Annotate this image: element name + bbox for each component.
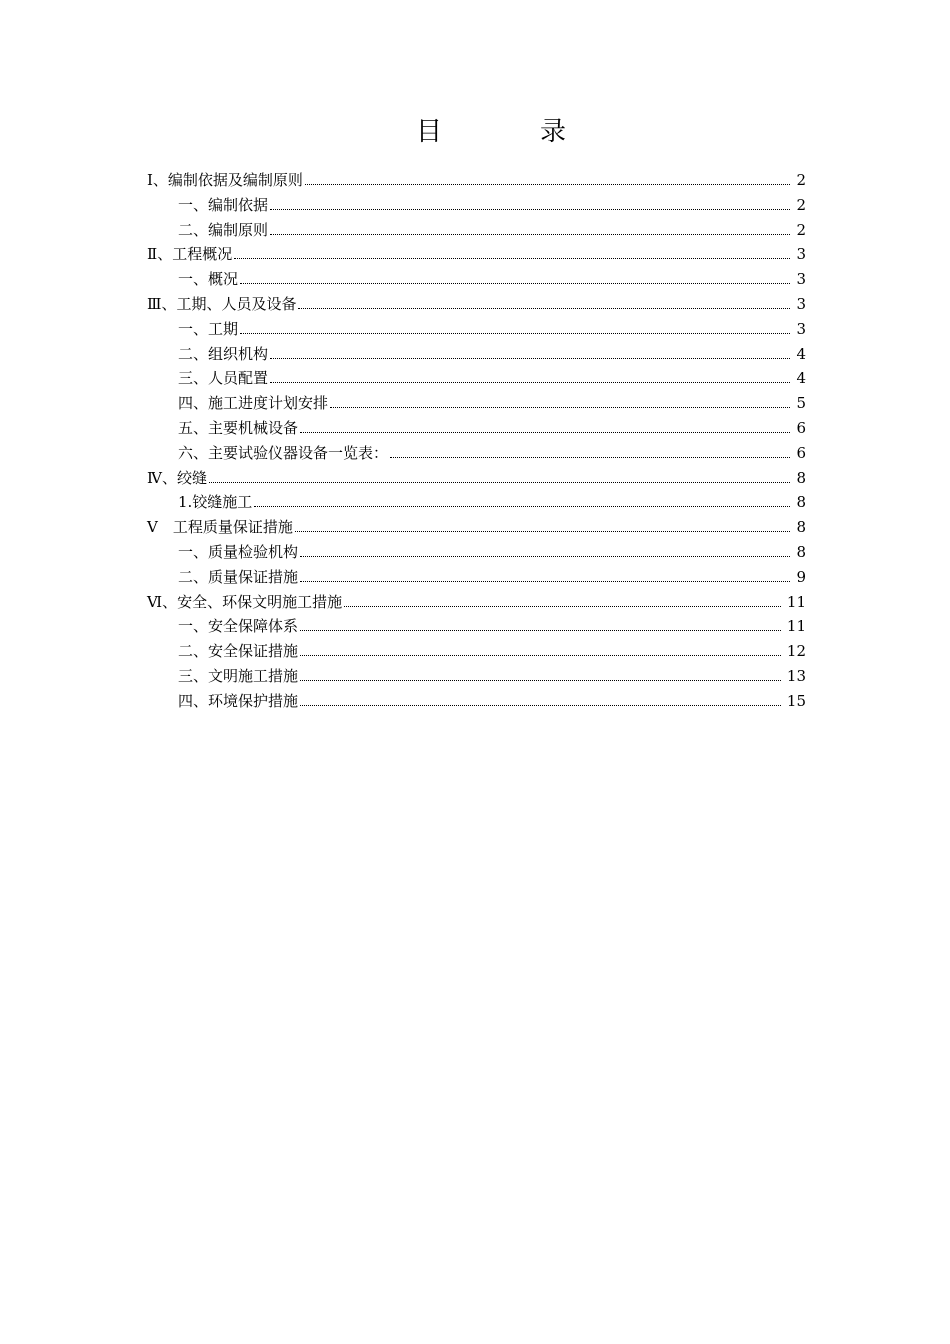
toc-entry-page-number: 2 — [796, 171, 806, 189]
toc-entry-page-number: 9 — [796, 567, 806, 586]
toc-entry-label: Ⅰ、编制依据及编制原则 — [147, 171, 303, 189]
toc-entry-page-number: 8 — [796, 493, 806, 512]
toc-entry-label: 一、概况 — [178, 270, 239, 289]
toc-entry[interactable] — [178, 340, 806, 364]
toc-entry-page-number: 6 — [796, 419, 806, 437]
toc-entry-page-number: 12 — [786, 642, 806, 661]
toc-entry[interactable] — [147, 513, 806, 537]
toc-entry-label: Ⅳ、绞缝 — [147, 468, 207, 487]
toc-dot-leader — [300, 705, 781, 706]
toc-entry[interactable] — [178, 265, 806, 289]
toc-dot-leader — [209, 482, 790, 483]
toc-dot-leader — [300, 581, 790, 582]
toc-entry[interactable] — [178, 414, 806, 438]
toc-entry-label: Ⅲ、工期、人员及设备 — [147, 295, 297, 313]
toc-dot-leader — [344, 606, 781, 607]
toc-entry-label: 一、安全保障体系 — [178, 617, 299, 636]
toc-entry[interactable] — [178, 364, 806, 388]
toc-entry[interactable] — [147, 290, 806, 314]
toc-entry[interactable] — [178, 637, 806, 661]
toc-entry-label: 二、组织机构 — [178, 344, 269, 363]
toc-entry[interactable] — [178, 488, 806, 512]
toc-dot-leader — [300, 680, 781, 681]
toc-dot-leader — [270, 234, 790, 235]
toc-entry-label: 三、文明施工措施 — [178, 667, 299, 685]
toc-entry-page-number: 4 — [796, 344, 806, 363]
toc-dot-leader — [300, 556, 790, 557]
toc-entry-label: Ⅴ 工程质量保证措施 — [147, 518, 293, 537]
toc-entry-label: 三、人员配置 — [178, 369, 269, 388]
toc-entry-label: 二、安全保证措施 — [178, 642, 299, 661]
toc-title: 目 录 — [415, 117, 602, 147]
toc-entry-label: 二、编制原则 — [178, 220, 269, 239]
toc-entry-page-number: 2 — [796, 220, 806, 239]
toc-dot-leader — [270, 209, 790, 210]
toc-entry-label: 二、质量保证措施 — [178, 567, 299, 586]
toc-entry-label: 四、施工进度计划安排 — [178, 394, 329, 413]
toc-dot-leader — [300, 432, 790, 433]
toc-entry-page-number: 11 — [786, 617, 806, 636]
toc-entry[interactable] — [178, 191, 806, 215]
toc-entry[interactable] — [178, 538, 806, 562]
toc-entry-page-number: 3 — [796, 245, 806, 264]
toc-dot-leader — [240, 283, 790, 284]
toc-entry-page-number: 5 — [796, 394, 806, 413]
toc-entry[interactable] — [147, 588, 806, 612]
toc-dot-leader — [270, 358, 790, 359]
toc-entry-page-number: 3 — [796, 270, 806, 289]
toc-entry-label: 四、环境保护措施 — [178, 691, 299, 710]
toc-entry-label: 六、主要试验仪器设备一览表： — [178, 443, 389, 462]
toc-entry[interactable] — [178, 439, 806, 463]
toc-entry-label: Ⅵ、安全、环保文明施工措施 — [147, 592, 343, 611]
toc-entry[interactable] — [147, 464, 806, 488]
toc-entry-page-number: 11 — [786, 592, 806, 611]
toc-dot-leader — [330, 407, 790, 408]
toc-dot-leader — [240, 333, 790, 334]
toc-entry[interactable] — [178, 662, 806, 686]
toc-entry[interactable] — [178, 687, 806, 711]
toc-entry[interactable] — [147, 240, 806, 264]
toc-entry-label: 一、工期 — [178, 319, 239, 338]
toc-entry-label: 一、质量检验机构 — [178, 543, 299, 561]
toc-entry-page-number: 6 — [796, 443, 806, 462]
toc-entry-page-number: 15 — [786, 691, 806, 710]
toc-dot-leader — [270, 382, 790, 383]
toc-entry-label: 五、主要机械设备 — [178, 419, 299, 437]
toc-entry[interactable] — [178, 216, 806, 240]
toc-entry-label: 1.铰缝施工 — [178, 493, 253, 512]
toc-entry-page-number: 4 — [796, 369, 806, 388]
toc-entry-page-number: 3 — [796, 319, 806, 338]
toc-dot-leader — [254, 506, 790, 507]
toc-entry[interactable] — [178, 563, 806, 587]
toc-entry[interactable] — [147, 166, 806, 190]
toc-entry[interactable] — [178, 315, 806, 339]
toc-entry-label: 一、编制依据 — [178, 195, 269, 214]
toc-entry-page-number: 8 — [796, 468, 806, 487]
toc-entry-page-number: 2 — [796, 195, 806, 214]
toc-dot-leader — [300, 655, 781, 656]
toc-dot-leader — [298, 308, 790, 309]
toc-entry-label: Ⅱ、工程概况 — [147, 245, 233, 264]
toc-entry-page-number: 8 — [796, 543, 806, 561]
toc-entry-page-number: 13 — [786, 667, 806, 685]
toc-dot-leader — [234, 258, 790, 259]
toc-entry[interactable] — [178, 389, 806, 413]
toc-dot-leader — [300, 630, 781, 631]
toc-dot-leader — [390, 457, 790, 458]
toc-entry[interactable] — [178, 612, 806, 636]
toc-dot-leader — [295, 531, 791, 532]
toc-dot-leader — [305, 184, 791, 185]
toc-entry-page-number: 3 — [796, 295, 806, 313]
toc-entry-page-number: 8 — [796, 518, 806, 537]
